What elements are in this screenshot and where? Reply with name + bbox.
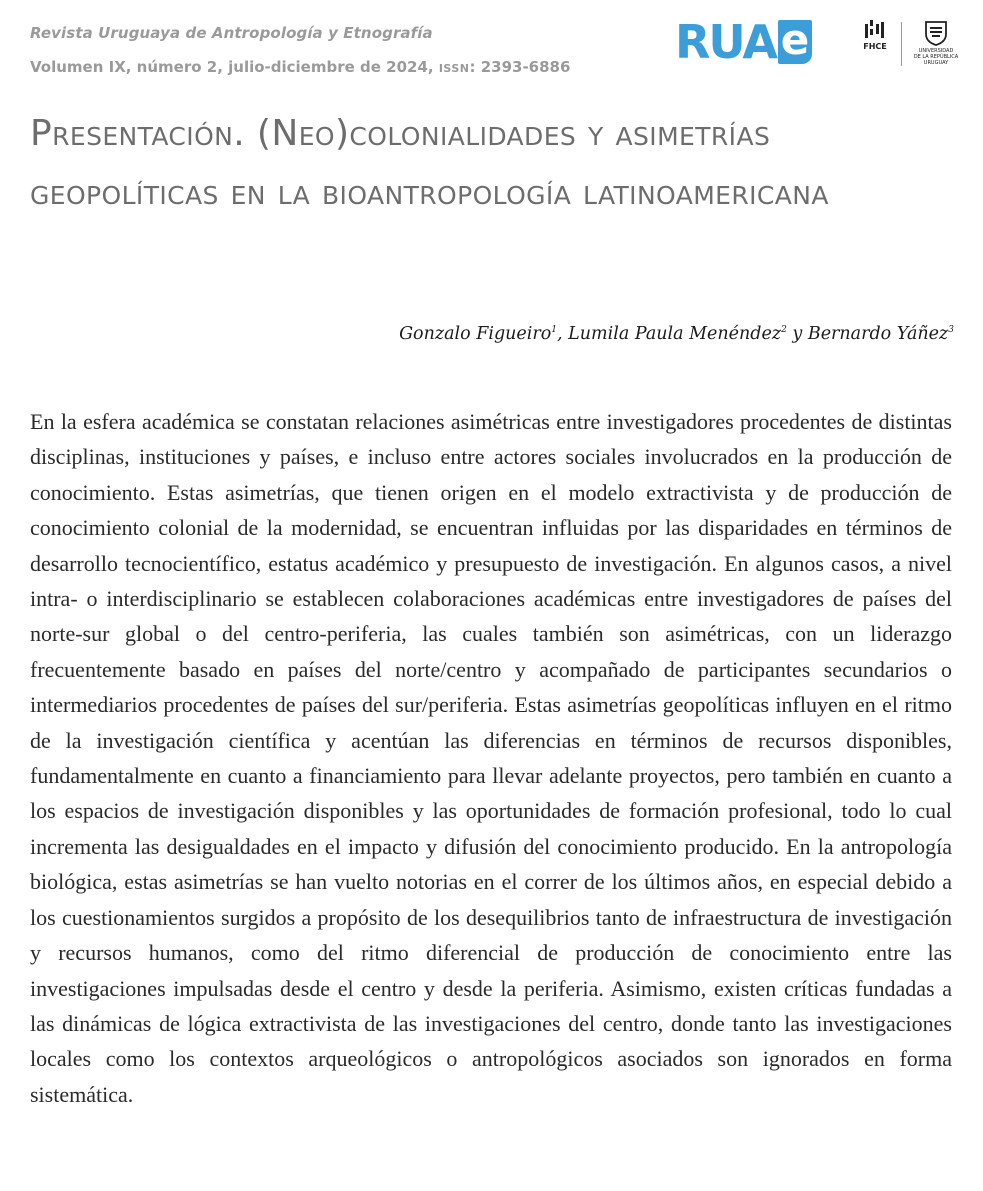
author-separator: y [786, 324, 808, 344]
issn-value: : 2393-6886 [469, 58, 571, 76]
author-name: Gonzalo Figueiro [399, 324, 552, 344]
fhce-label: FHCE [863, 42, 887, 51]
author-affiliation-mark: 2 [781, 325, 787, 335]
volume-issue-line [30, 58, 570, 76]
logo-divider [901, 22, 902, 66]
article-title: Presentación. (Neo)colonialidades y asimetrías geopolíticas en la bioantropología latinoamericana [30, 113, 829, 213]
university-seal-icon [924, 20, 948, 46]
volume-text: Volumen IX, número 2, julio-diciembre de 2024, [30, 58, 439, 76]
issn-label: ISSN [438, 62, 470, 75]
author-list [399, 324, 954, 344]
author-affiliation-mark: 3 [948, 325, 954, 335]
ruae-logo-text: RUA [675, 15, 776, 69]
author-affiliation-mark: 1 [551, 325, 558, 335]
author-name: Bernardo Yáñez [807, 324, 949, 344]
udelar-label: UNIVERSIDAD DE LA REPÚBLICA URUGUAY [913, 48, 959, 66]
article-body-paragraph: En la esfera académica se constatan relaciones asimétricas entre investigadores procedentes de distintas disciplinas, instituciones y países, e incluso entre actores sociales involucrados en la producción de conocimiento. Estas asimetrías, que tienen origen en el modelo extractivista y de producción de conocimiento colonial de la modernidad, se encuentran influidas por las disparidades en términos de desarrollo tecnocientífico, estatus académico y presupuesto de investigación. En algunos casos, a nivel intra- o interdisciplinario se establecen colaboraciones académicas entre investigadores de países del norte-sur global o del centro-periferia, las cuales también son asimétricas, con un liderazgo frecuentemente basado en países del norte/centro y acompañado de participantes secundarios o intermediarios procedentes de países del sur/​periferia. Estas asimetrías geopolíticas influyen en el ritmo de la investigación científica y acentúan las diferencias en términos de recursos disponibles, fundamentalmente en cuanto a financiamiento para llevar adelante proyectos, pero también en cuanto a los espacios de investigación disponibles y las oportunidades de formación profesional, todo lo cual incrementa las desigualdades en el impacto y difusión del conocimiento producido. En la antropología biológica, estas asimetrías se han vuelto notorias en el correr de los últimos años, en especial debido a los cuestionamientos surgidos a propósito de los desequilibrios tanto de infraestructura de investigación y recursos humanos, como del ritmo diferencial de producción de conocimiento entre las investigaciones impulsadas desde el centro y desde la periferia. Asimismo, existen críticas fundadas a las dinámicas de lógica extractivista de las investigaciones del centro, donde tanto las investigaciones locales como los contextos arqueológicos o antropológicos asociados son ignorados en forma sistemática. [30, 409, 952, 1107]
fhce-mark-icon [864, 20, 886, 40]
fhce-logo [858, 20, 892, 51]
journal-name: Revista Uruguaya de Antropología y Etnografía [30, 24, 433, 42]
udelar-logo [908, 20, 964, 66]
ruae-logo-e: e [778, 20, 812, 64]
ruae-logo [675, 14, 812, 70]
author-separator: , [557, 324, 569, 344]
author-name: Lumila Paula Menéndez [568, 324, 782, 344]
